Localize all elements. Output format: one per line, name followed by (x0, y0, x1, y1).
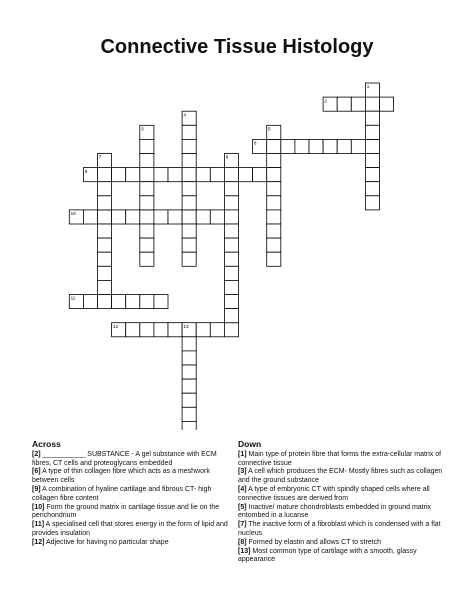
grid-cell[interactable] (281, 139, 295, 153)
grid-cell[interactable] (168, 168, 182, 182)
grid-cell[interactable] (224, 224, 238, 238)
clue-number: 11 (70, 295, 76, 301)
down-heading: Down (238, 439, 262, 449)
grid-cell[interactable] (168, 323, 182, 337)
grid-cell[interactable] (98, 210, 112, 224)
grid-cell[interactable] (210, 210, 224, 224)
grid-cell[interactable] (154, 323, 168, 337)
across-clues (32, 440, 232, 548)
grid-cell[interactable] (309, 139, 323, 153)
grid-cell[interactable] (224, 238, 238, 252)
clue-down-7: [7] The inactive form of a fibroblast which is condensed with a flat nucleus (238, 521, 441, 537)
down-clues (238, 440, 448, 565)
grid-cell[interactable] (365, 125, 379, 139)
grid-cell[interactable] (323, 139, 337, 153)
grid-cell[interactable] (140, 252, 154, 266)
grid-cell[interactable] (267, 238, 281, 252)
grid-cell[interactable] (224, 196, 238, 210)
clue-number: 9 (84, 168, 88, 174)
grid-cell[interactable] (253, 168, 267, 182)
grid-cell[interactable] (267, 168, 281, 182)
grid-cell[interactable] (337, 139, 351, 153)
grid-cell[interactable] (224, 266, 238, 280)
grid-cell[interactable] (154, 295, 168, 309)
grid-cell[interactable] (182, 421, 196, 430)
across-heading: Across (32, 439, 61, 449)
grid-cell[interactable] (224, 309, 238, 323)
grid-cell[interactable] (182, 125, 196, 139)
grid-cell[interactable] (98, 182, 112, 196)
grid-cell[interactable] (140, 210, 154, 224)
grid-cell[interactable] (154, 210, 168, 224)
grid-cell[interactable] (182, 210, 196, 224)
clue-across-2: [2] ___________ SUBSTANCE - A gel substance with ECM fibres, CT cells and proteoglycans embedded (32, 450, 217, 467)
grid-cell[interactable] (140, 154, 154, 168)
clue-number: 4 (183, 112, 186, 118)
grid-cell[interactable] (182, 337, 196, 351)
grid-cell[interactable] (239, 168, 253, 182)
clue-across-11: [11] A specialised cell that stores energy in the form of lipid and provides insulation (32, 521, 228, 537)
grid-cell[interactable] (182, 196, 196, 210)
clue-down-5: [5] Inactive/ mature chondroblasts embedded in ground matrix entombed in a lucanse (238, 503, 432, 520)
grid-cell[interactable] (140, 323, 154, 337)
grid-cell[interactable] (337, 97, 351, 111)
clue-across-9: [9] A combination of hyaline cartilage and fibrous CT- high collagen fibre content (32, 485, 212, 502)
grid-cell[interactable] (267, 196, 281, 210)
grid-cell[interactable] (210, 168, 224, 182)
grid-cell[interactable] (140, 295, 154, 309)
grid-cell[interactable] (126, 295, 140, 309)
clue-number: 1 (366, 84, 370, 90)
grid-cell[interactable] (210, 323, 224, 337)
grid-cell[interactable] (168, 210, 182, 224)
grid-cell[interactable] (182, 351, 196, 365)
grid-cell[interactable] (182, 139, 196, 153)
grid-cell[interactable] (224, 168, 238, 182)
grid-cell[interactable] (224, 280, 238, 294)
grid-cell[interactable] (224, 252, 238, 266)
grid-cell[interactable] (267, 139, 281, 153)
grid-cell[interactable] (267, 154, 281, 168)
grid-cell[interactable] (182, 154, 196, 168)
grid-cell[interactable] (98, 168, 112, 182)
grid-cell[interactable] (182, 238, 196, 252)
grid-cell[interactable] (126, 323, 140, 337)
grid-cell[interactable] (182, 168, 196, 182)
clue-across-12: [12] Adjective for having no particular shape (32, 538, 169, 546)
grid-cell[interactable] (140, 168, 154, 182)
grid-cell[interactable] (98, 238, 112, 252)
grid-cell[interactable] (380, 97, 394, 111)
clue-number: 8 (225, 154, 229, 160)
grid-cell[interactable] (182, 365, 196, 379)
grid-cell[interactable] (365, 97, 379, 111)
grid-cell[interactable] (182, 407, 196, 421)
grid-cell[interactable] (140, 238, 154, 252)
grid-cell[interactable] (154, 168, 168, 182)
grid-cell[interactable] (182, 252, 196, 266)
clue-number: 13 (183, 323, 189, 329)
clue-across-6: [6] A type of thin collagen fibre which acts as a meshwork between cells (32, 468, 210, 485)
grid-cell[interactable] (351, 139, 365, 153)
grid-cell[interactable] (140, 182, 154, 196)
grid-cell[interactable] (224, 295, 238, 309)
grid-cell[interactable] (140, 139, 154, 153)
grid-cell[interactable] (98, 266, 112, 280)
grid-cell[interactable] (182, 393, 196, 407)
grid-cell[interactable] (182, 224, 196, 238)
grid-cell[interactable] (126, 210, 140, 224)
clue-number: 5 (268, 126, 271, 132)
grid-cell[interactable] (98, 196, 112, 210)
clue-across-10: [10] Form the ground matrix in cartilage tissue and lie on the perichondrium (32, 503, 220, 520)
grid-cell[interactable] (140, 196, 154, 210)
grid-cell[interactable] (98, 280, 112, 294)
grid-cell[interactable] (365, 139, 379, 153)
grid-cell[interactable] (224, 210, 238, 224)
grid-cell[interactable] (224, 182, 238, 196)
grid-cell[interactable] (365, 168, 379, 182)
grid-cell[interactable] (196, 168, 210, 182)
grid-cell[interactable] (196, 323, 210, 337)
grid-cell[interactable] (267, 182, 281, 196)
page-title: Connective Tissue Histology (100, 36, 374, 58)
clue-number: 7 (98, 154, 102, 160)
grid-cell[interactable] (83, 210, 97, 224)
grid-cell[interactable] (224, 323, 238, 337)
grid-cell[interactable] (267, 210, 281, 224)
grid-cell[interactable] (351, 97, 365, 111)
grid-cell[interactable] (126, 168, 140, 182)
clue-number: 12 (112, 323, 119, 329)
clue-number: 10 (70, 211, 76, 217)
grid-cell[interactable] (98, 295, 112, 309)
clue-number: 2 (324, 98, 327, 104)
grid-cell[interactable] (182, 379, 196, 393)
clue-down-13: [13] Most common type of cartilage with a smooth, glassy appearance (238, 547, 417, 564)
clue-number: 3 (141, 126, 144, 132)
clue-down-4: [4] A type of embryonic CT with spindly shaped cells where all connective tissues are derived from (238, 485, 430, 502)
clue-down-3: [3] A cell which produces the ECM- Mostly fibres such as collagen and the ground substance (238, 468, 443, 485)
grid-cell[interactable] (365, 182, 379, 196)
grid-cell[interactable] (83, 295, 97, 309)
grid-cell[interactable] (267, 252, 281, 266)
clue-number: 6 (253, 140, 257, 146)
grid-cell[interactable] (98, 224, 112, 238)
grid-cell[interactable] (295, 139, 309, 153)
grid-cell[interactable] (112, 168, 126, 182)
clue-down-1: [1] Main type of protein fibre that forms the extra-cellular matrix of connective tissue (238, 450, 442, 467)
grid-cell[interactable] (196, 210, 210, 224)
grid-cell[interactable] (112, 295, 126, 309)
grid-cell[interactable] (182, 182, 196, 196)
grid-cell[interactable] (98, 252, 112, 266)
grid-cell[interactable] (140, 224, 154, 238)
grid-cell[interactable] (365, 196, 379, 210)
grid-cell[interactable] (267, 224, 281, 238)
grid-cell[interactable] (365, 154, 379, 168)
grid-cell[interactable] (112, 210, 126, 224)
clue-down-8: [8] Formed by elastin and allows CT to stretch (238, 538, 382, 546)
grid-cell[interactable] (365, 111, 379, 125)
